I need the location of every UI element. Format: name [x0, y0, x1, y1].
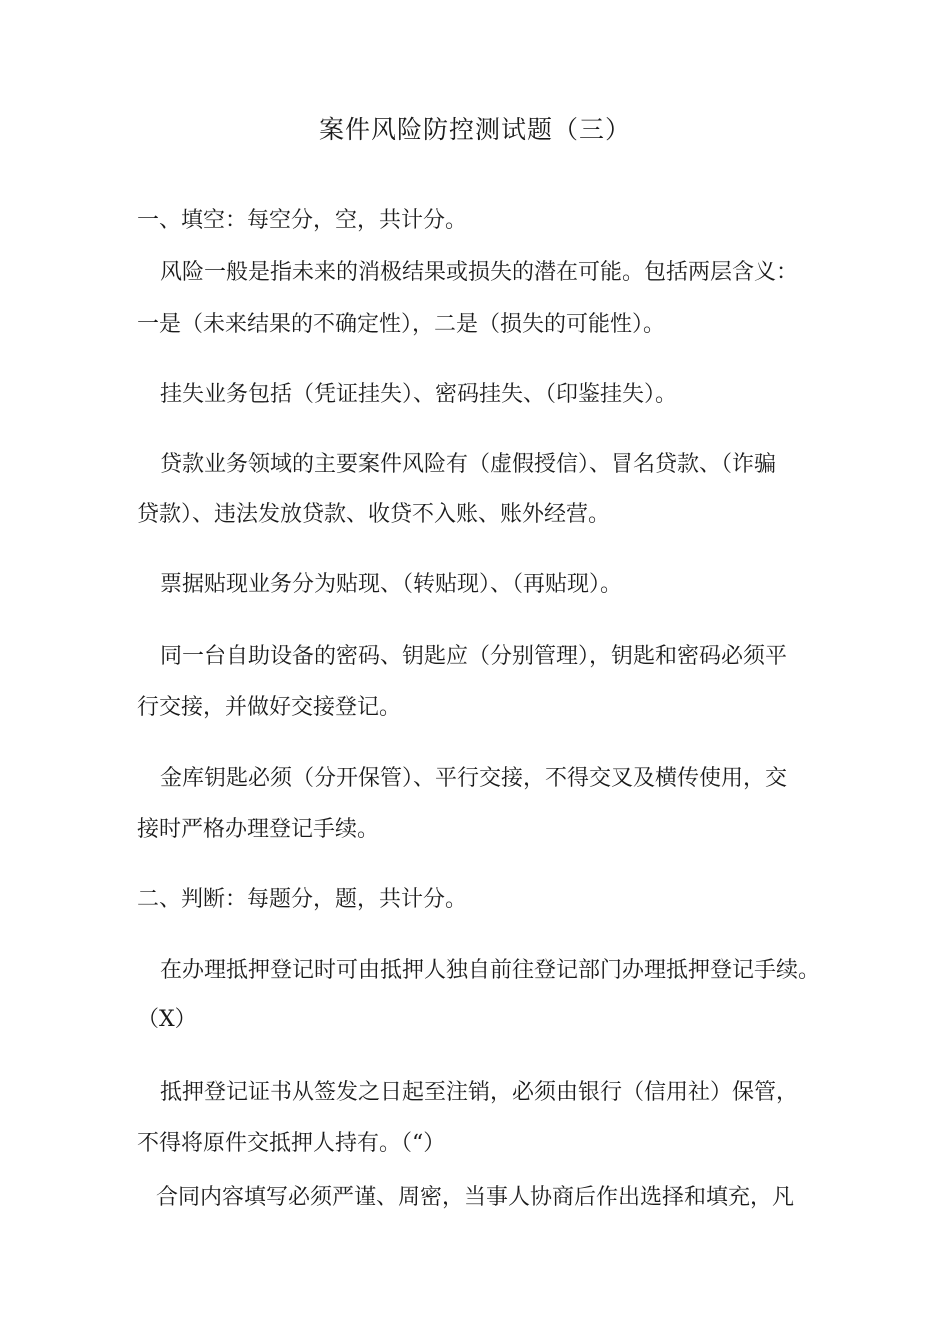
page-title: 案件风险防控测试题（三）: [318, 115, 631, 144]
question-text: 接时严格办理登记手续。: [137, 817, 380, 842]
question-text: 挂失业务包括（凭证挂失）、密码挂失、（印鉴挂失）。: [160, 382, 678, 407]
question-text: 贷款业务领域的主要案件风险有（虚假授信）、冒名贷款、（诈骗: [160, 452, 777, 477]
answer-mark: （X）: [137, 1007, 197, 1032]
question-text: 票据贴现业务分为贴现、（转贴现）、（再贴现）。: [160, 572, 623, 597]
section-heading-fill-in: 一、填空：每空分，空，共计分。: [137, 208, 468, 233]
question-text: 贷款）、违法发放贷款、收贷不入账、账外经营。: [137, 502, 611, 527]
question-text: 合同内容填写必须严谨、周密，当事人协商后作出选择和填充，凡: [156, 1185, 795, 1210]
question-text: 金库钥匙必须（分开保管）、平行交接，不得交叉及横传使用，交: [160, 766, 788, 791]
question-text: 行交接，并做好交接登记。: [137, 695, 402, 720]
question-text: 同一台自助设备的密码、钥匙应（分别管理），钥匙和密码必须平: [160, 644, 788, 669]
question-text: 不得将原件交抵押人持有。（“）: [137, 1131, 446, 1156]
question-text: 在办理抵押登记时可由抵押人独自前往登记部门办理抵押登记手续。: [160, 958, 821, 983]
section-heading-true-false: 二、判断：每题分，题，共计分。: [137, 887, 468, 912]
question-text: 风险一般是指未来的消极结果或损失的潜在可能。包括两层含义：: [160, 260, 799, 285]
question-text: 一是（未来结果的不确定性），二是（损失的可能性）。: [137, 312, 666, 337]
question-text: 抵押登记证书从签发之日起至注销，必须由银行（信用社）保管，: [160, 1080, 799, 1105]
